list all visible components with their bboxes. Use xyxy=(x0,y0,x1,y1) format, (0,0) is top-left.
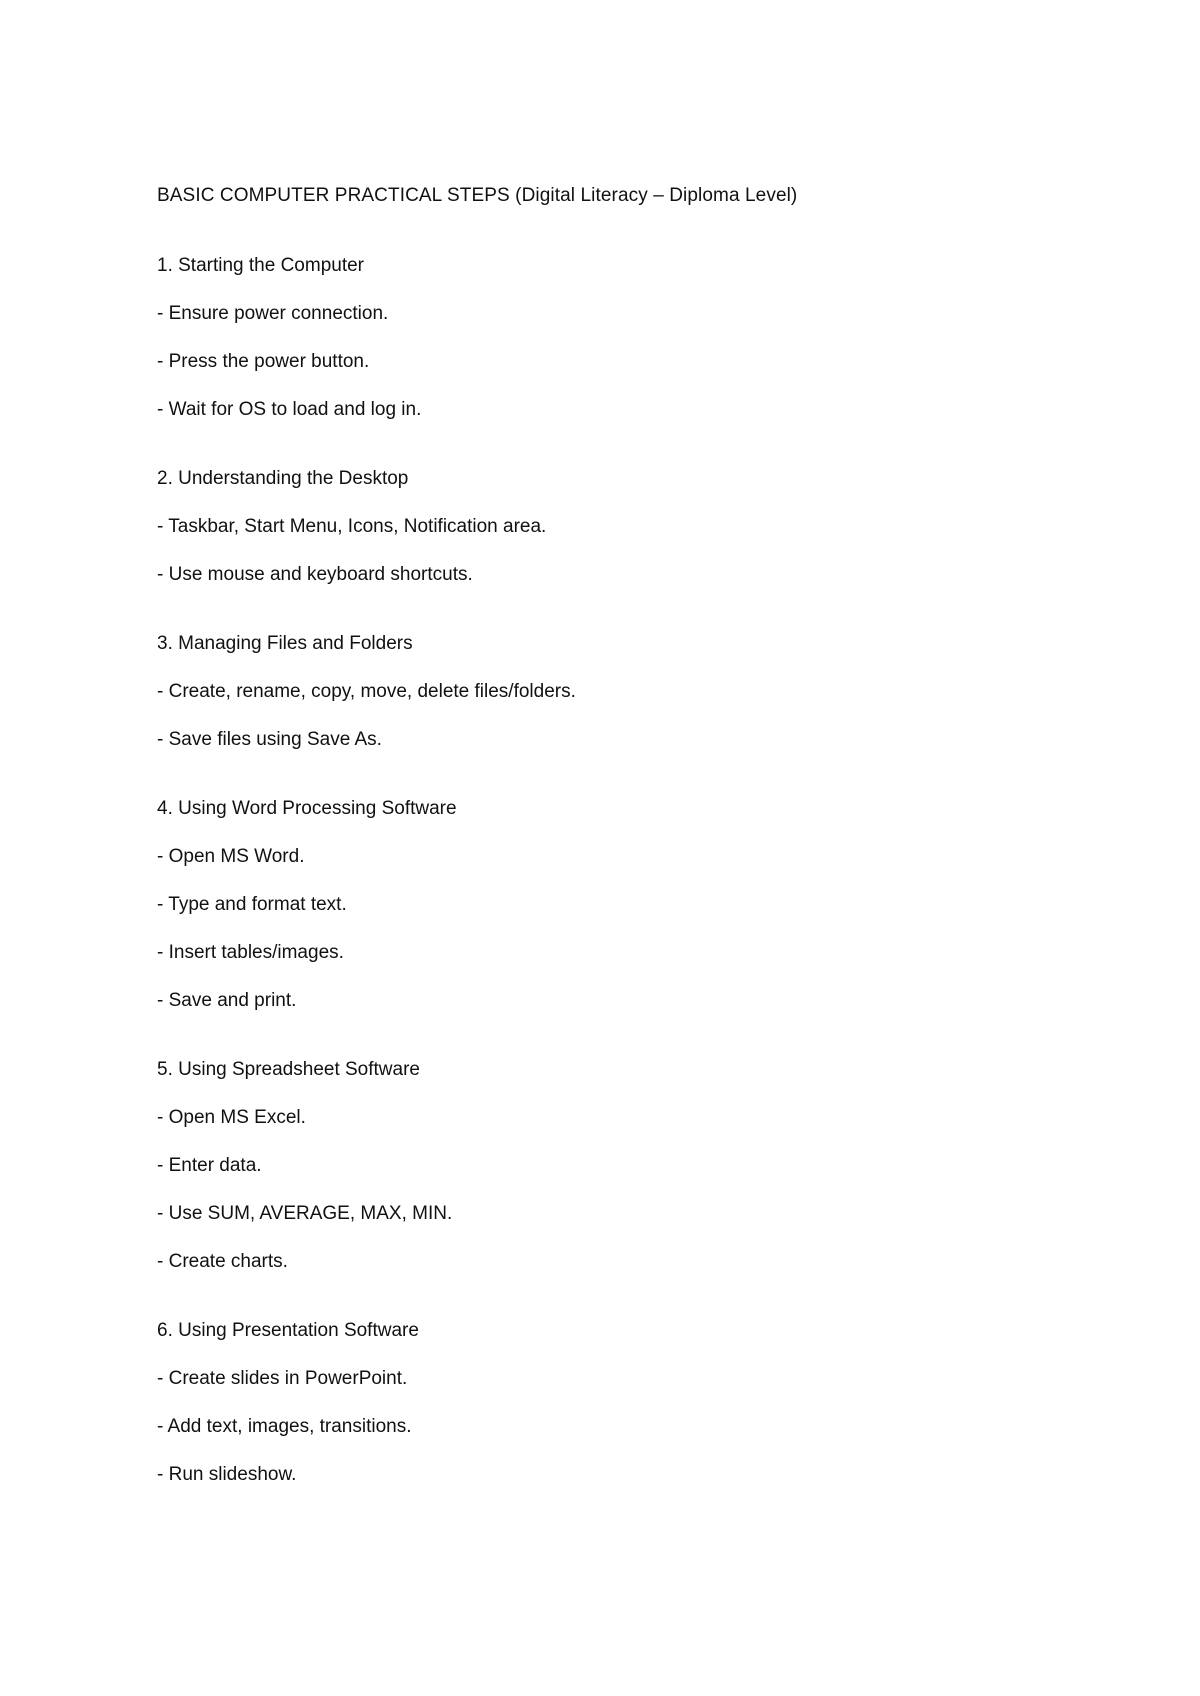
section-heading: 4. Using Word Processing Software xyxy=(157,798,457,819)
section-heading: 5. Using Spreadsheet Software xyxy=(157,1059,420,1080)
step-item: - Type and format text. xyxy=(157,894,347,915)
step-item: - Insert tables/images. xyxy=(157,942,344,963)
section-starting-computer xyxy=(157,252,1117,424)
step-item: - Run slideshow. xyxy=(157,1464,297,1485)
step-item: - Save and print. xyxy=(157,990,297,1011)
section-heading: 6. Using Presentation Software xyxy=(157,1320,419,1341)
document-title: BASIC COMPUTER PRACTICAL STEPS (Digital Literacy – Diploma Level) xyxy=(157,185,798,206)
step-item: - Open MS Excel. xyxy=(157,1107,306,1128)
document-body xyxy=(157,182,1117,1530)
section-heading: 3. Managing Files and Folders xyxy=(157,633,413,654)
section-heading: 2. Understanding the Desktop xyxy=(157,468,409,489)
step-item: - Press the power button. xyxy=(157,351,370,372)
section-presentation xyxy=(157,1317,1117,1489)
step-item: - Taskbar, Start Menu, Icons, Notification area. xyxy=(157,516,547,537)
step-item: - Create charts. xyxy=(157,1251,288,1272)
section-managing-files xyxy=(157,630,1117,754)
step-item: - Create slides in PowerPoint. xyxy=(157,1368,408,1389)
step-item: - Enter data. xyxy=(157,1155,262,1176)
step-item: - Open MS Word. xyxy=(157,846,305,867)
step-item: - Save files using Save As. xyxy=(157,729,382,750)
step-item: - Ensure power connection. xyxy=(157,303,389,324)
step-item: - Use mouse and keyboard shortcuts. xyxy=(157,564,473,585)
step-item: - Create, rename, copy, move, delete files/folders. xyxy=(157,681,576,702)
section-understanding-desktop xyxy=(157,465,1117,589)
step-item: - Use SUM, AVERAGE, MAX, MIN. xyxy=(157,1203,453,1224)
section-word-processing xyxy=(157,795,1117,1015)
step-item: - Wait for OS to load and log in. xyxy=(157,399,422,420)
step-item: - Add text, images, transitions. xyxy=(157,1416,412,1437)
section-spreadsheet xyxy=(157,1056,1117,1276)
section-heading: 1. Starting the Computer xyxy=(157,255,364,276)
